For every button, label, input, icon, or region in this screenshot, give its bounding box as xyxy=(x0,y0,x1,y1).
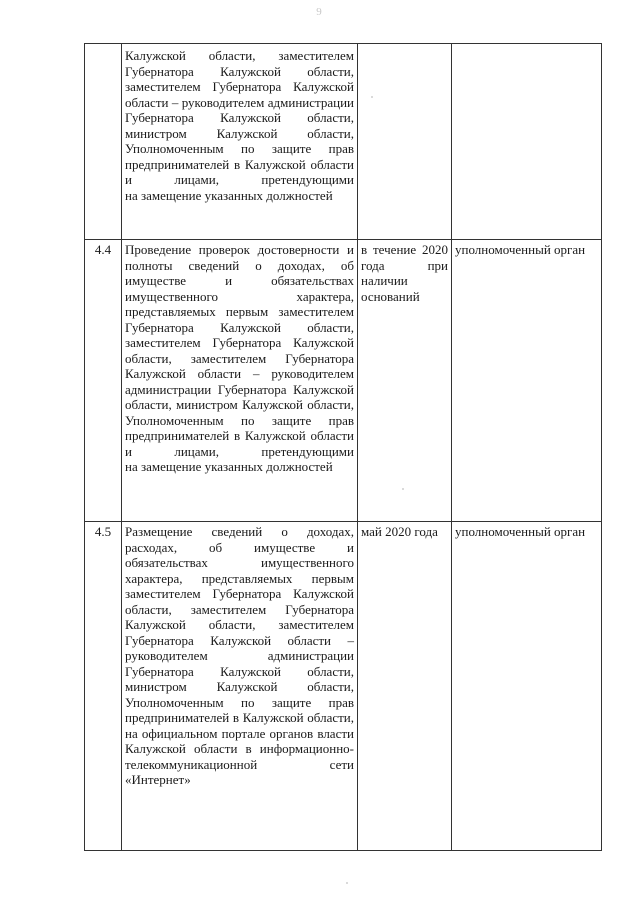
description-line: телекоммуникационной сети xyxy=(125,756,354,772)
description-line: Калужской области, xyxy=(216,125,354,141)
description-line: представляемых первым xyxy=(125,304,269,319)
description-line: характера, представляемых первым xyxy=(125,570,354,586)
description-line: заместителем Губернатора xyxy=(125,304,354,335)
description-line: Калужской области – руководителем xyxy=(125,366,354,381)
item-responsible xyxy=(452,44,602,240)
description-line: администрации Губернатора xyxy=(125,381,287,397)
description-line: Калужской области, xyxy=(242,397,354,412)
description-line: Проведение проверок достоверности xyxy=(125,242,340,257)
item-term: май 2020 года xyxy=(358,522,452,851)
description-line: администрации Губернатора xyxy=(125,94,355,125)
measures-table-body xyxy=(85,44,602,851)
description-line: предпринимателей в Калужской xyxy=(125,710,304,725)
description-line: предпринимателей в Калужской xyxy=(125,428,306,443)
item-term: в течение 2020 года при наличии оснований xyxy=(358,240,452,522)
item-description xyxy=(122,44,358,240)
description-line: и обязательствах имущественного xyxy=(125,539,354,570)
description-line: Размещение сведений о доходах, xyxy=(125,524,354,539)
description-line: органов власти Калужской области xyxy=(125,725,354,756)
item-number: 4.4 xyxy=(85,240,122,522)
description-line: Калужской области, министром xyxy=(125,663,354,694)
description-line: на замещение указанных должностей xyxy=(125,187,333,203)
scan-speck xyxy=(402,488,404,490)
description-line: имущественного характера, xyxy=(125,288,354,304)
scan-speck xyxy=(346,882,348,884)
description-line: предпринимателей в Калужской xyxy=(125,156,306,172)
scan-speck xyxy=(371,96,373,98)
description-line: и полноты сведений о доходах, xyxy=(125,242,354,273)
item-number: 4.5 xyxy=(85,522,122,851)
description-line: на замещение указанных должностей xyxy=(125,459,333,474)
description-line: заместителем Губернатора xyxy=(125,586,282,601)
description-line: области и лицами, претендующими xyxy=(125,156,355,187)
measures-table xyxy=(84,43,602,851)
description-line: Губернатора Калужской области, xyxy=(125,63,354,79)
description-line: Калужской области – руководителем xyxy=(125,632,354,663)
description-line: об имуществе и обязательствах xyxy=(125,257,355,288)
description-line: области, на официальном портале xyxy=(125,710,355,741)
description-line: Калужской области, министром xyxy=(125,110,354,141)
item-description xyxy=(122,240,358,522)
description-line: Калужской области, заместителем xyxy=(125,48,354,63)
description-line: заместителем Губернатора xyxy=(125,617,354,648)
description-line: расходах, об имуществе xyxy=(125,539,316,555)
description-line: заместителем Губернатора xyxy=(190,350,354,366)
description-line: Уполномоченным по защите прав xyxy=(125,412,354,428)
description-line: «Интернет» xyxy=(125,772,191,787)
item-responsible: уполномоченный орган xyxy=(452,240,602,522)
description-line: Уполномоченным по защите прав xyxy=(125,694,354,710)
description-line: Калужской области, заместителем xyxy=(125,586,354,617)
item-responsible: уполномоченный орган xyxy=(452,522,602,851)
description-line: Калужской области, заместителем xyxy=(125,319,354,350)
description-line: Калужской области, xyxy=(216,679,354,694)
description-line: Калужской области, министром xyxy=(125,381,354,412)
description-line: Губернатора Калужской области, xyxy=(125,335,355,366)
description-line: области и лицами, претендующими xyxy=(125,428,355,459)
table-row xyxy=(85,522,602,851)
item-number xyxy=(85,44,122,240)
description-line: Уполномоченным по защите прав xyxy=(125,141,354,156)
description-line: Калужской области – руководителем xyxy=(125,79,354,110)
item-description xyxy=(122,522,358,851)
description-line: заместителем Губернатора xyxy=(125,79,282,94)
table-row xyxy=(85,44,602,240)
description-line: администрации Губернатора xyxy=(125,648,354,679)
page-number: 9 xyxy=(316,6,323,18)
table-row xyxy=(85,240,602,522)
description-line: Губернатора Калужской области, xyxy=(125,601,355,632)
description-line: в информационно- xyxy=(245,741,354,756)
item-term xyxy=(358,44,452,240)
